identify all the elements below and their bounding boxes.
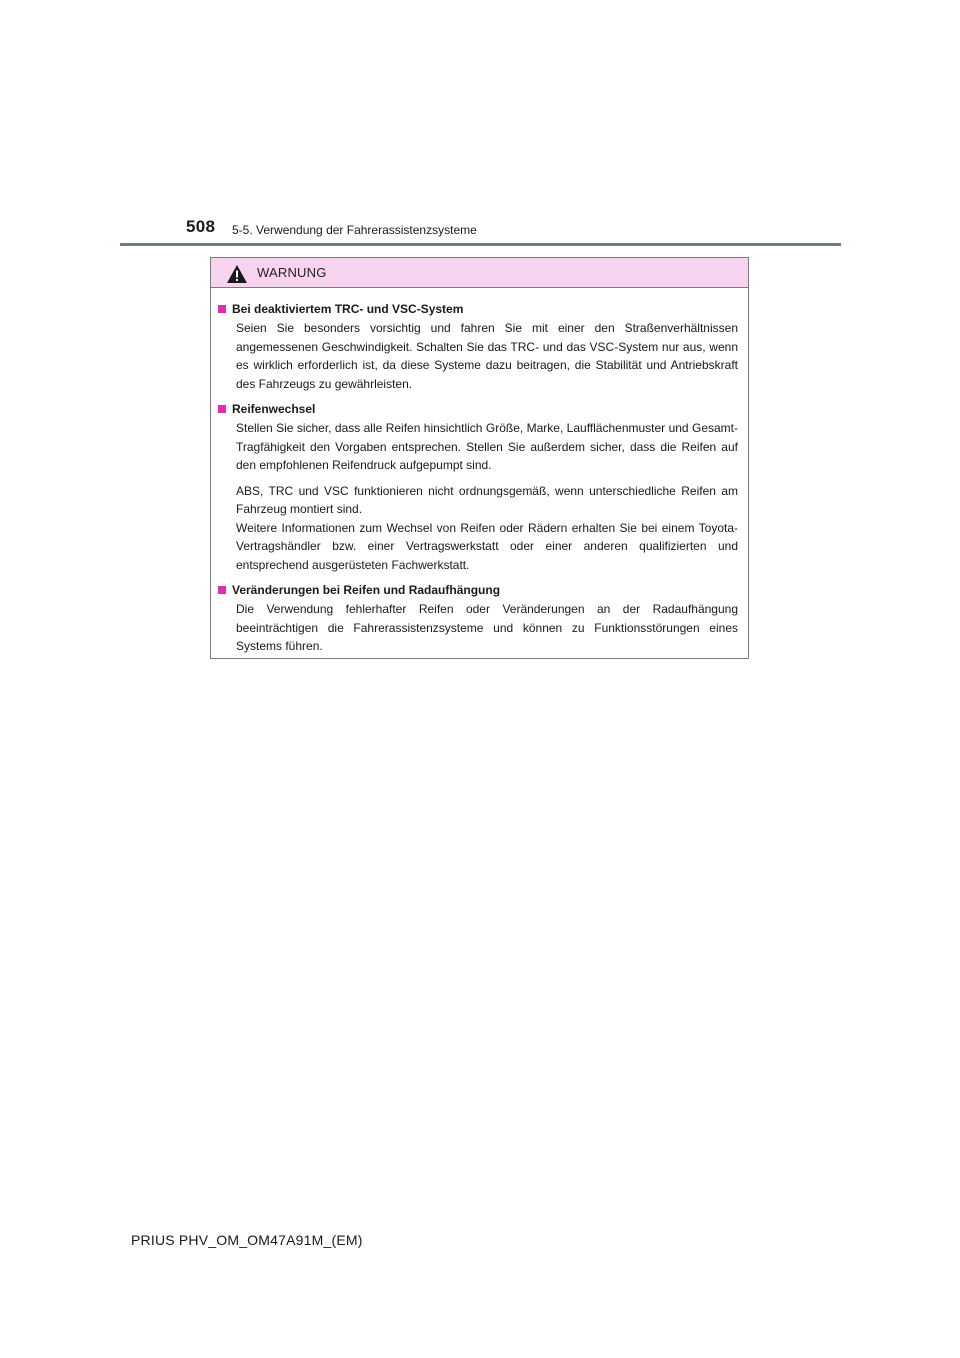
warning-triangle-icon	[226, 264, 248, 284]
warning-header	[211, 258, 748, 288]
paragraph: Stellen Sie sicher, dass alle Reifen hinsichtlich Größe, Marke, Laufflächenmuster und Gesamt-Tragfähigkeit den Vorgaben entsprechen. Stellen Sie außerdem sicher, dass die Reifen auf den empfohlenen Reifendruck aufgepumpt sind.	[236, 421, 738, 472]
footer-doc-code: PRIUS PHV_OM_OM47A91M_(EM)	[131, 1232, 363, 1248]
warning-body	[211, 288, 748, 656]
paragraph: Die Verwendung fehlerhafter Reifen oder Veränderungen an der Radaufhängung beeinträchtigen die Fahrerassistenzsysteme und können zu Funktionsstörungen eines Systems führen.	[236, 602, 738, 653]
paragraph	[236, 482, 738, 575]
warning-label: WARNUNG	[257, 265, 327, 280]
square-bullet-icon	[218, 405, 226, 413]
paragraph-line: Weitere Informationen zum Wechsel von Reifen oder Rädern erhalten Sie bei einem Toyota-Vertragshändler bzw. einer Vertragswerkstatt oder einer anderen qualifizierten und entsprechend ausgerüsteten Fachwerkstatt.	[236, 520, 738, 572]
header-rule	[120, 243, 841, 246]
section-heading-text: Reifenwechsel	[232, 402, 316, 416]
paragraph-line: ABS, TRC und VSC funktionieren nicht ordnungsgemäß, wenn unterschiedliche Reifen am Fahrzeug montiert sind.	[236, 483, 738, 516]
section-heading	[218, 581, 738, 599]
section-heading	[218, 300, 738, 318]
section-heading	[218, 400, 738, 418]
square-bullet-icon	[218, 305, 226, 313]
warning-section-trc-vsc	[218, 300, 738, 393]
page-number: 508	[186, 217, 216, 236]
paragraph: Seien Sie besonders vorsichtig und fahren Sie mit einer den Straßenverhältnissen angemessenen Geschwindigkeit. Schalten Sie das TRC- und das VSC-System nur aus, wenn es wirklich erforderlich ist, da diese Systeme dazu beitragen, die Stabilität und Antriebskraft des Fahrzeugs zu gewährleisten.	[236, 321, 738, 391]
square-bullet-icon	[218, 586, 226, 594]
section-heading-text: Veränderungen bei Reifen und Radaufhängung	[232, 583, 501, 597]
warning-section-radaufhaengung	[218, 581, 738, 656]
section-heading-text: Bei deaktiviertem TRC- und VSC-System	[232, 302, 464, 316]
warning-box	[210, 257, 749, 659]
warning-section-reifenwechsel	[218, 400, 738, 574]
section-title: 5-5. Verwendung der Fahrerassistenzsysteme	[232, 223, 477, 237]
